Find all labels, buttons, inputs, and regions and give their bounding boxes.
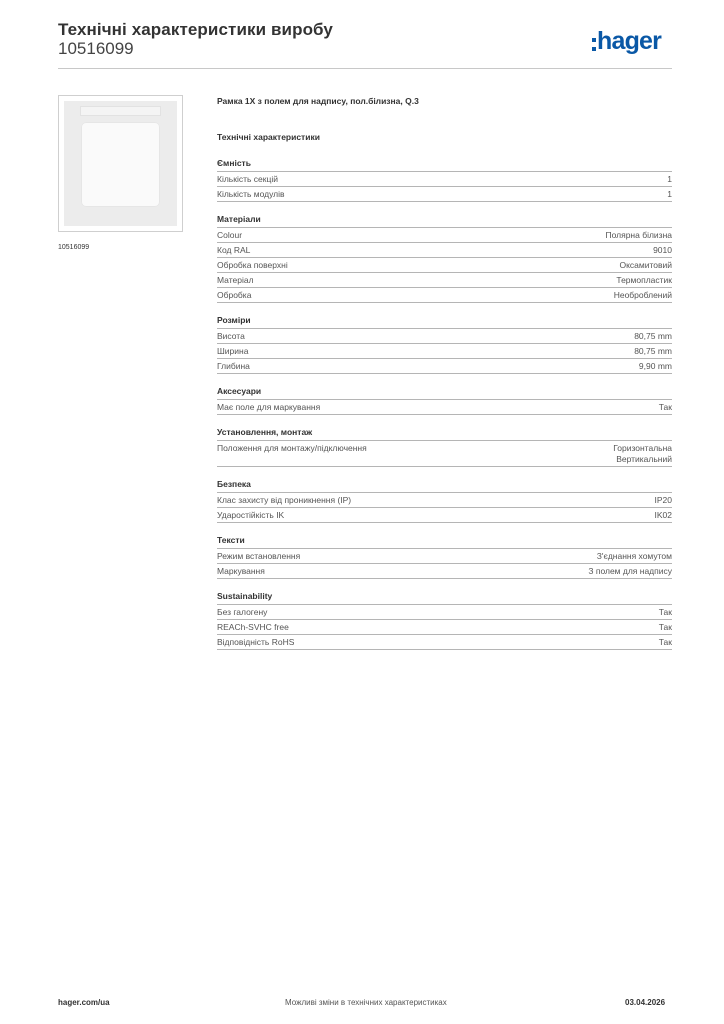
spec-value-line: З'єднання хомутом (596, 550, 672, 561)
spec-value (659, 637, 672, 648)
spec-value (613, 443, 672, 464)
spec-label: Кількість модулів (217, 189, 285, 199)
spec-value-line: Оксамитовий (619, 260, 672, 270)
spec-label: Кількість секцій (217, 174, 278, 184)
spec-section (217, 590, 672, 650)
spec-row (217, 564, 672, 579)
spec-value-line: 1 (667, 174, 672, 184)
footer-date: 03.04.2026 (625, 998, 666, 1007)
spec-label: Без галогену (217, 606, 268, 617)
spec-value-line: 80,75 mm (634, 346, 672, 356)
spec-content (217, 95, 672, 650)
spec-label: Обробка поверхні (217, 260, 288, 270)
spec-section (217, 213, 672, 303)
spec-row (217, 172, 672, 187)
spec-value (659, 622, 672, 633)
footer-disclaimer: Можливі зміни в технічних характеристиках (285, 998, 447, 1007)
spec-section (217, 534, 672, 579)
spec-row (217, 273, 672, 288)
spec-value-line: IK02 (654, 509, 672, 520)
spec-value (597, 551, 672, 562)
spec-value (634, 331, 672, 342)
spec-value (634, 346, 672, 357)
spec-section (217, 426, 672, 467)
spec-section (217, 157, 672, 202)
spec-value-line: 1 (667, 189, 672, 199)
section-title: Матеріали (217, 213, 672, 228)
spec-value-line: Полярна білизна (605, 230, 672, 240)
spec-section (217, 478, 672, 523)
section-title: Ємність (217, 157, 672, 172)
footer-website: hager.com/ua (58, 998, 110, 1007)
spec-heading: Технічні характеристики (217, 132, 320, 142)
spec-label: Ширина (217, 346, 249, 356)
spec-row (217, 620, 672, 635)
section-title: Установлення, монтаж (217, 426, 672, 441)
spec-label: Висота (217, 331, 245, 341)
spec-value-line: 9010 (653, 245, 672, 255)
spec-value (614, 290, 672, 301)
spec-value (655, 495, 673, 506)
spec-value-line: Так (658, 402, 672, 412)
logo-wordmark: hager (597, 26, 662, 55)
spec-label: Положення для монтажу/підключення (217, 443, 367, 453)
hager-logo (592, 27, 661, 55)
spec-row (217, 441, 672, 467)
spec-row (217, 329, 672, 344)
spec-row (217, 243, 672, 258)
spec-value-line: Так (658, 606, 672, 617)
spec-value-line: Горизонтальна (613, 443, 672, 453)
spec-section (217, 385, 672, 415)
section-title: Sustainability (217, 590, 672, 605)
spec-label: Матеріал (217, 275, 254, 285)
spec-label: Має поле для маркування (217, 402, 321, 412)
product-plate (64, 101, 177, 226)
spec-value (605, 230, 672, 241)
spec-label: Клас захисту від проникнення (IP) (217, 494, 352, 505)
spec-label: Код RAL (217, 245, 251, 255)
spec-value-line: З полем для надпису (588, 565, 672, 576)
spec-label: Режим встановлення (217, 550, 301, 561)
spec-row (217, 344, 672, 359)
spec-section (217, 314, 672, 374)
spec-value-line: Вертикальний (616, 453, 672, 464)
spec-label: Colour (217, 230, 243, 240)
spec-row (217, 549, 672, 564)
spec-value (619, 260, 672, 271)
spec-value (588, 566, 672, 577)
spec-row (217, 508, 672, 523)
spec-sections (217, 157, 672, 650)
spec-value (653, 245, 672, 256)
spec-row (217, 635, 672, 650)
spec-value (655, 510, 673, 521)
product-name: Рамка 1X з полем для надпису, пол.білизна, Q.3 (217, 96, 419, 106)
product-opening (81, 122, 160, 207)
product-image (58, 95, 183, 232)
product-label-field (80, 106, 161, 116)
spec-label: Відповідність RoHS (217, 636, 295, 647)
page-title: Технічні характеристики виробу (58, 20, 333, 39)
section-title: Розміри (217, 314, 672, 329)
spec-value (667, 174, 672, 185)
spec-label: Обробка (217, 290, 252, 300)
image-caption: 10516099 (58, 244, 90, 251)
spec-label: Ударостійкість IK (217, 509, 285, 520)
spec-row (217, 359, 672, 374)
spec-value-line: Необроблений (613, 290, 672, 300)
spec-row (217, 605, 672, 620)
logo-dots-icon (592, 38, 596, 51)
product-code: 10516099 (58, 39, 134, 58)
section-title: Безпека (217, 478, 672, 493)
spec-value (639, 361, 672, 372)
spec-value (659, 402, 672, 413)
spec-value-line: 80,75 mm (634, 331, 672, 341)
spec-label: Глибина (217, 361, 250, 371)
spec-value (616, 275, 672, 286)
spec-row (217, 187, 672, 202)
spec-row (217, 400, 672, 415)
spec-row (217, 493, 672, 508)
spec-value (667, 189, 672, 200)
header-divider (58, 68, 672, 69)
spec-value-line: Так (658, 636, 672, 647)
spec-label: Маркування (217, 565, 265, 576)
spec-row (217, 228, 672, 243)
section-title: Тексти (217, 534, 672, 549)
spec-value-line: IP20 (654, 494, 672, 505)
spec-label: REACh-SVHC free (217, 621, 289, 632)
spec-value-line: 9,90 mm (638, 361, 672, 371)
spec-value-line: Так (658, 621, 672, 632)
spec-value (659, 607, 672, 618)
spec-row (217, 288, 672, 303)
spec-value-line: Термопластик (616, 275, 672, 285)
spec-row (217, 258, 672, 273)
section-title: Аксесуари (217, 385, 672, 400)
